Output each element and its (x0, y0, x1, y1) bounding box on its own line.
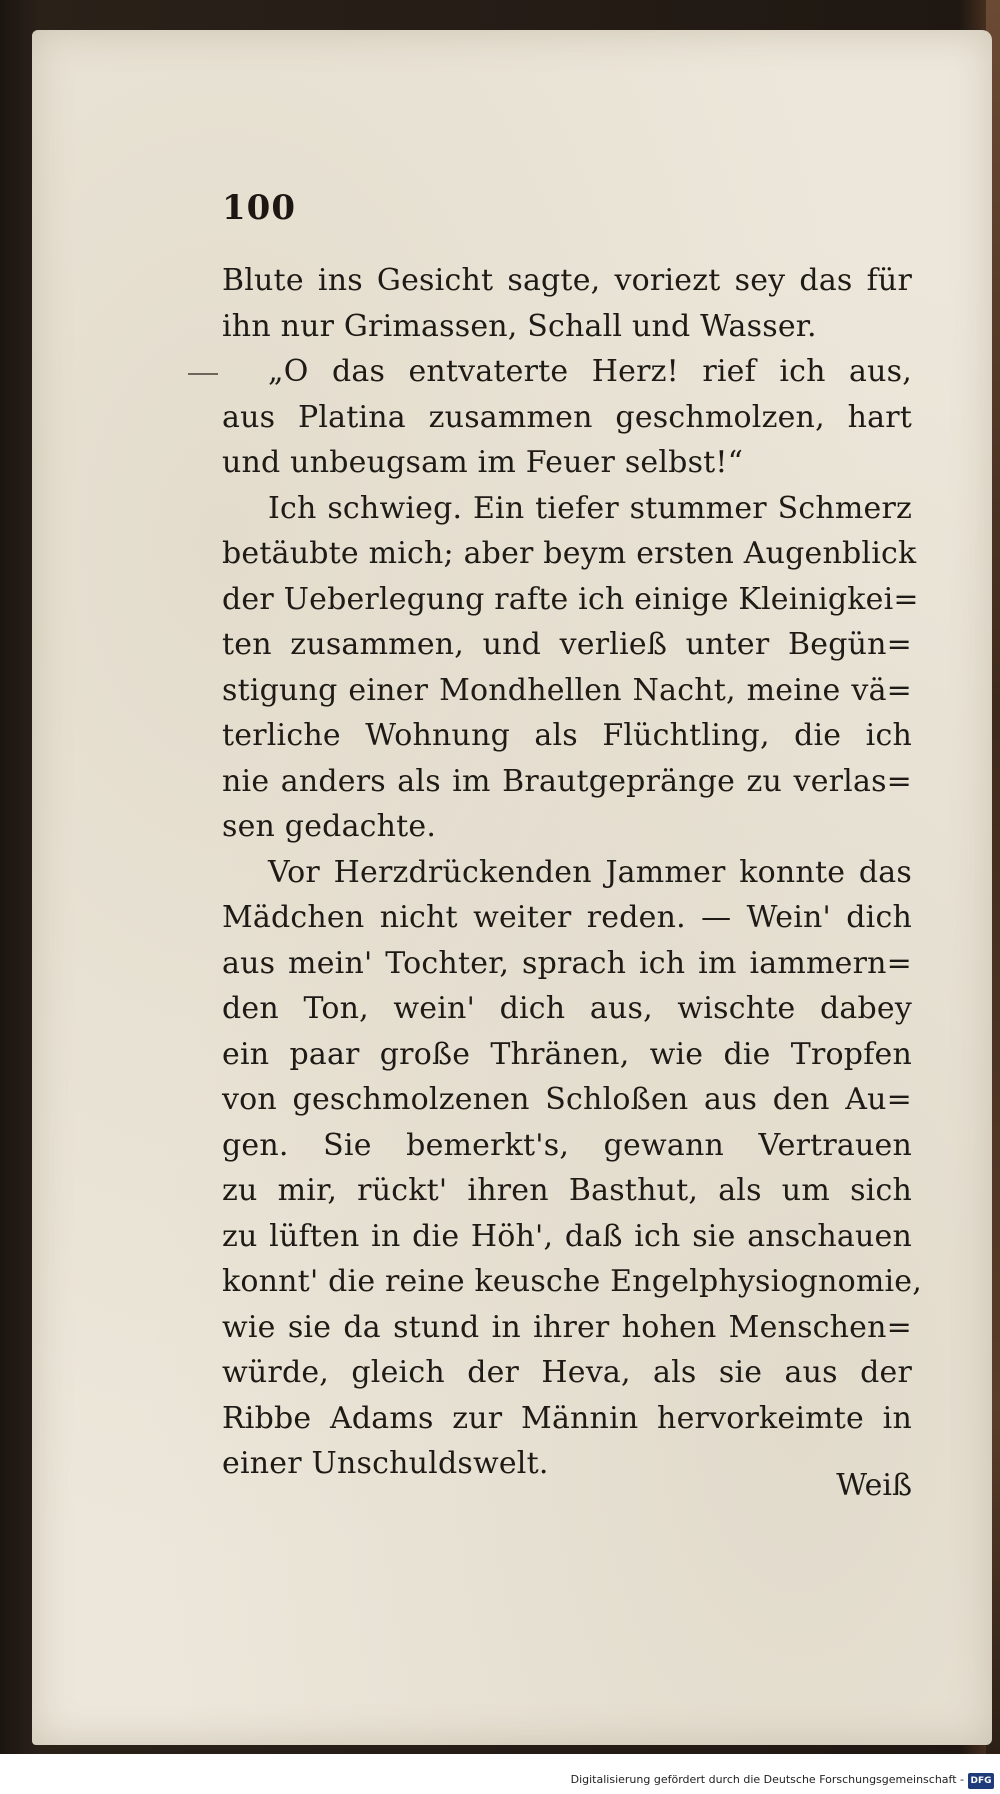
text-line: zu lüften in die Höh', daß ich sie anschauen (222, 1218, 912, 1254)
text-line: gen. Sie bemerkt's, gewann Vertrauen (222, 1127, 912, 1163)
text-line: Blute ins Gesicht sagte, voriezt sey das für (222, 263, 912, 298)
text-line: Mädchen nicht weiter reden. — Wein' dich (222, 900, 912, 935)
text-line: ihn nur Grimassen, Schall und Wasser. (222, 308, 817, 344)
text-line: würde, gleich der Heva, als sie aus der (222, 1355, 912, 1390)
text-line: Ribbe Adams zur Männin hervorkeimte in (222, 1400, 912, 1436)
page-number: 100 (222, 188, 296, 228)
text-line: stigung einer Mondhellen Nacht, meine vä= (222, 672, 912, 708)
text-line: konnt' die reine keusche Engelphysiognomie, (222, 1264, 922, 1299)
footer-bar (0, 1754, 1000, 1794)
catchword: Weiß (836, 1468, 912, 1503)
text-line: terliche Wohnung als Flüchtling, die ich (222, 718, 912, 753)
margin-mark (188, 373, 218, 375)
dfg-logo: DFG (968, 1773, 994, 1789)
digitization-credit: Digitalisierung gefördert durch die Deutsche Forschungsgemeinschaft - (570, 1773, 964, 1786)
text-line: betäubte mich; aber beym ersten Augenblick (222, 536, 917, 571)
body-text (222, 258, 922, 1487)
text-line: und unbeugsam im Feuer selbst!“ (222, 445, 744, 480)
text-line: wie sie da stund in ihrer hohen Menschen= (222, 1309, 912, 1345)
text-line: zu mir, rückt' ihren Basthut, als um sich (222, 1173, 912, 1208)
text-line: „O das entvaterte Herz! rief ich aus, (268, 354, 912, 389)
text-line: sen gedachte. (222, 809, 437, 844)
text-line: aus mein' Tochter, sprach ich im iammern= (222, 945, 912, 981)
text-line: nie anders als im Brautgepränge zu verlas= (222, 763, 912, 799)
text-line: Ich schwieg. Ein tiefer stummer Schmerz (268, 490, 912, 526)
text-line: ein paar große Thränen, wie die Tropfen (222, 1036, 912, 1072)
text-line: einer Unschuldswelt. (222, 1446, 549, 1481)
text-line: aus Platina zusammen geschmolzen, hart (222, 399, 912, 435)
text-line: von geschmolzenen Schloßen aus den Au= (222, 1082, 912, 1117)
text-line: Vor Herzdrückenden Jammer konnte das (268, 854, 912, 890)
text-line: den Ton, wein' dich aus, wischte dabey (222, 991, 912, 1026)
text-line: der Ueberlegung rafte ich einige Kleinigkei= (222, 581, 919, 617)
text-line: ten zusammen, und verließ unter Begün= (222, 627, 912, 662)
